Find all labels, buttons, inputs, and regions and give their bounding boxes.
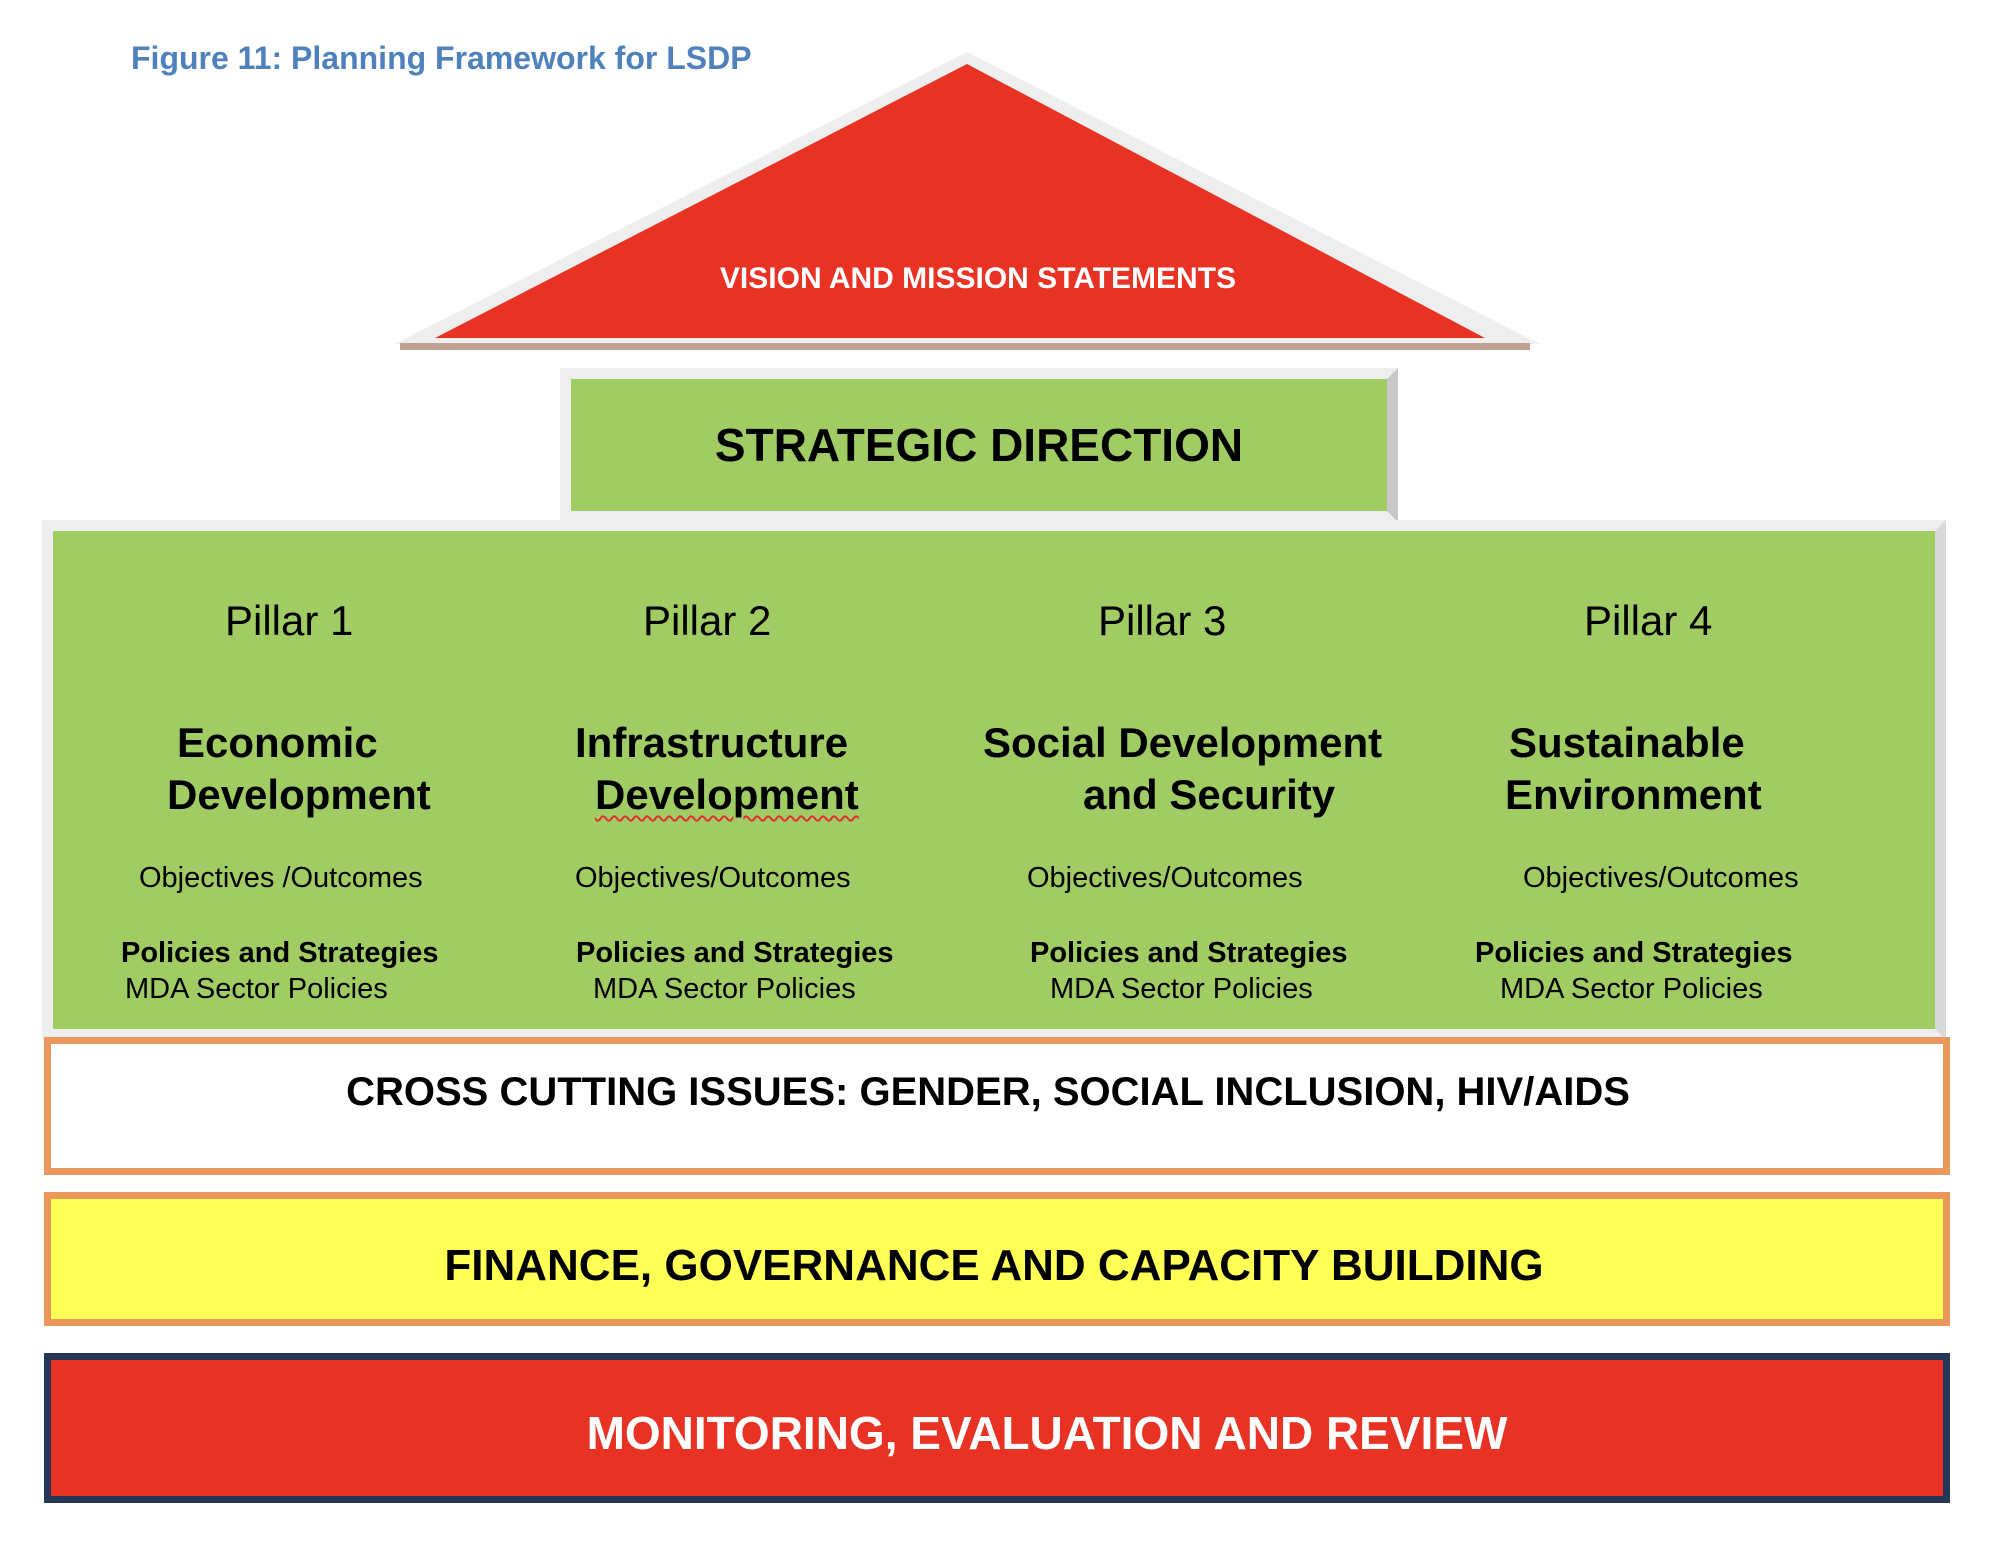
pillar-4-objectives: Objectives/Outcomes [1523, 862, 1799, 894]
vision-mission-label: VISION AND MISSION STATEMENTS [719, 262, 1237, 295]
figure-title: Figure 11: Planning Framework for LSDP [131, 40, 752, 76]
pillar-1-name-line1: Economic [177, 719, 378, 766]
cross-cutting-label: CROSS CUTTING ISSUES: GENDER, SOCIAL INCLUSION, HIV/AIDS [346, 1070, 1630, 1114]
pillar-3-number: Pillar 3 [1098, 597, 1227, 644]
pillar-2-name [575, 717, 859, 821]
pillar-2-name-line1: Infrastructure [575, 719, 849, 766]
monitoring-evaluation-box [44, 1353, 1950, 1503]
pillar-3-objectives: Objectives/Outcomes [1027, 862, 1303, 894]
strategic-direction-box [560, 368, 1398, 522]
pillar-4-number: Pillar 4 [1584, 597, 1713, 644]
pillar-2-number: Pillar 2 [643, 597, 772, 644]
pillar-1-number: Pillar 1 [225, 597, 354, 644]
pillar-4-mda: MDA Sector Policies [1500, 973, 1763, 1005]
roof-triangle [395, 52, 1540, 362]
pillar-1-objectives: Objectives /Outcomes [139, 862, 423, 894]
pillar-2-mda: MDA Sector Policies [593, 973, 856, 1005]
roof-base-line [400, 343, 1530, 350]
finance-governance-label: FINANCE, GOVERNANCE AND CAPACITY BUILDING [444, 1241, 1544, 1290]
pillar-4-name-line1: Sustainable [1509, 719, 1745, 766]
cross-cutting-box [44, 1037, 1950, 1175]
pillar-2-name-line2: Development [595, 771, 859, 818]
pillar-1-mda: MDA Sector Policies [125, 973, 388, 1005]
pillar-3-name [983, 717, 1382, 821]
pillar-4-name [1505, 717, 1762, 821]
pillar-4-name-line2: Environment [1505, 771, 1762, 818]
finance-governance-box [44, 1192, 1950, 1326]
pillar-2-objectives: Objectives/Outcomes [575, 862, 851, 894]
pillar-3-name-line2: and Security [1083, 771, 1336, 818]
pillar-3-mda: MDA Sector Policies [1050, 973, 1313, 1005]
pillar-3-name-line1: Social Development [983, 719, 1383, 766]
pillar-1-name [167, 717, 431, 821]
pillar-3-policies: Policies and Strategies [1030, 937, 1348, 969]
pillar-1-name-line2: Development [167, 771, 431, 818]
pillar-1-policies: Policies and Strategies [121, 937, 439, 969]
pillar-2-policies: Policies and Strategies [576, 937, 894, 969]
monitoring-evaluation-label: MONITORING, EVALUATION AND REVIEW [586, 1407, 1508, 1459]
strategic-direction-label: STRATEGIC DIRECTION [714, 419, 1244, 471]
pillar-4-policies: Policies and Strategies [1475, 937, 1793, 969]
roof-red [435, 64, 1485, 338]
